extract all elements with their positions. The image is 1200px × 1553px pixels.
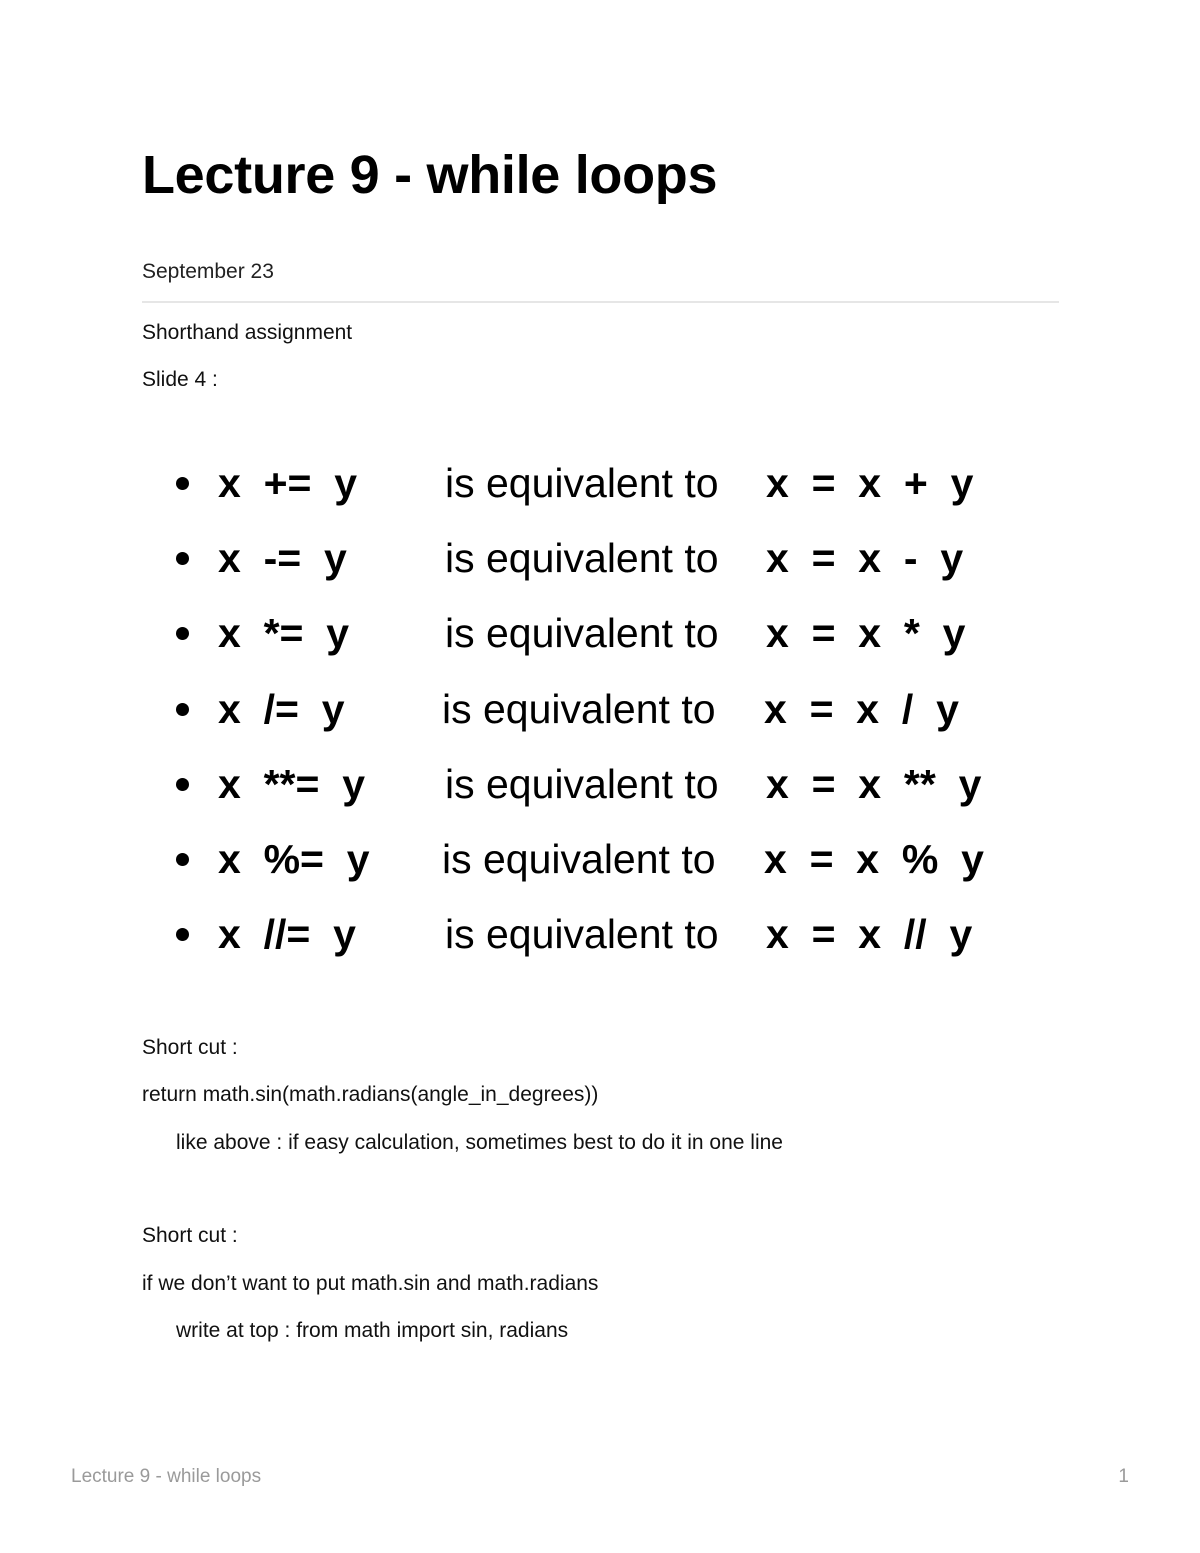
equivalence-row (170, 903, 1050, 963)
expanded-expression: x = x / y (764, 686, 959, 732)
bullet-icon (176, 627, 189, 640)
equivalence-text: is equivalent to (445, 761, 719, 807)
shortcut-label: Short cut : (142, 1224, 238, 1247)
shortcut-label: Short cut : (142, 1036, 238, 1059)
bullet-icon (176, 853, 189, 866)
section-heading: Shorthand assignment (142, 321, 353, 344)
bullet-icon (176, 477, 189, 490)
footer-title: Lecture 9 - while loops (71, 1466, 262, 1487)
equivalence-row (170, 452, 1050, 512)
expanded-expression: x = x ** y (766, 761, 982, 807)
page-title: Lecture 9 - while loops (142, 145, 718, 205)
slide-image-shorthand-operators (170, 452, 1050, 977)
bullet-icon (176, 552, 189, 565)
shorthand-expression: x += y (218, 460, 358, 506)
shorthand-expression: x %= y (218, 836, 370, 882)
equivalence-text: is equivalent to (445, 610, 719, 656)
equivalence-text: is equivalent to (445, 911, 719, 957)
equivalence-text: is equivalent to (442, 836, 716, 882)
expanded-expression: x = x // y (766, 911, 973, 957)
bullet-icon (176, 928, 189, 941)
equivalence-row (170, 602, 1050, 662)
equivalence-text: is equivalent to (442, 686, 716, 732)
shortcut-comment: like above : if easy calculation, sometimes best to do it in one line (176, 1131, 783, 1154)
shorthand-expression: x **= y (218, 761, 366, 807)
bullet-icon (176, 703, 189, 716)
shortcut-text: if we don’t want to put math.sin and math.radians (142, 1272, 599, 1295)
equivalence-text: is equivalent to (445, 460, 719, 506)
footer-page-number: 1 (1118, 1466, 1129, 1487)
shorthand-expression: x /= y (218, 686, 345, 732)
bullet-icon (176, 778, 189, 791)
equivalence-row (170, 527, 1050, 587)
equivalence-row (170, 828, 1050, 888)
equivalence-row (170, 678, 1050, 738)
expanded-expression: x = x * y (766, 610, 966, 656)
lecture-date: September 23 (142, 260, 274, 283)
shortcut-comment: write at top : from math import sin, radians (176, 1319, 569, 1342)
shorthand-expression: x //= y (218, 911, 356, 957)
expanded-expression: x = x - y (766, 535, 964, 581)
shorthand-expression: x *= y (218, 610, 350, 656)
expanded-expression: x = x + y (766, 460, 974, 506)
shorthand-expression: x -= y (218, 535, 347, 581)
equivalence-text: is equivalent to (445, 535, 719, 581)
slide-label: Slide 4 : (142, 368, 218, 391)
equivalence-row (170, 753, 1050, 813)
expanded-expression: x = x % y (764, 836, 984, 882)
header-divider (142, 301, 1059, 303)
shortcut-code: return math.sin(math.radians(angle_in_degrees)) (142, 1083, 599, 1106)
